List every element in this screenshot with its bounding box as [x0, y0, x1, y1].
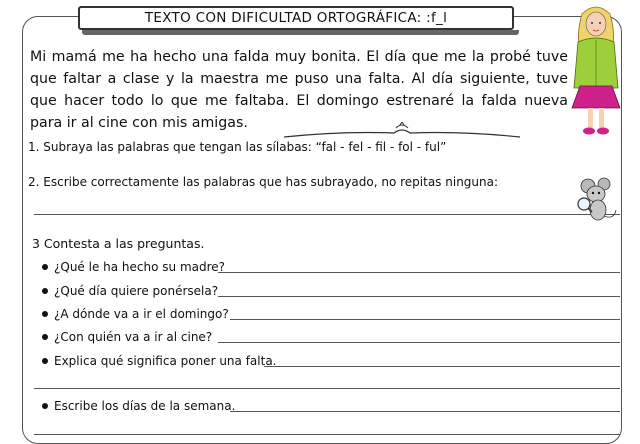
- bullet-icon: [42, 264, 48, 270]
- girl-icon: [566, 4, 626, 138]
- question-text: Explica qué significa poner una falta.: [54, 354, 277, 368]
- worksheet-title: TEXTO CON DIFICULTAD ORTOGRÁFICA: :f_l: [78, 6, 514, 30]
- answer-line[interactable]: [264, 366, 620, 367]
- mouse-magnifier-icon: [574, 176, 622, 224]
- reading-paragraph: Mi mamá me ha hecho una falda muy bonita. El día que me la probé tuve que faltar a clase y la maestra me puso una falta. Al día siguiente, tuve que hacer todo lo que me faltaba. El domingo estrenaré la falda nueva para ir al cine con mis amigas.: [30, 49, 568, 131]
- answer-line[interactable]: [230, 411, 620, 412]
- answer-line[interactable]: [34, 434, 620, 435]
- list-item: [42, 260, 225, 274]
- list-item: [42, 399, 235, 413]
- bullet-icon: [42, 358, 48, 364]
- answer-line[interactable]: [34, 388, 620, 389]
- question-text: Escribe los días de la semana.: [54, 399, 236, 413]
- question-3-heading: 3 Contesta a las preguntas.: [32, 236, 205, 251]
- bullet-icon: [42, 288, 48, 294]
- question-2: 2. Escribe correctamente las palabras que has subrayado, no repitas ninguna:: [28, 175, 499, 189]
- bullet-icon: [42, 334, 48, 340]
- question-text: ¿A dónde va a ir el domingo?: [54, 307, 229, 321]
- list-item: [42, 307, 229, 321]
- answer-line[interactable]: [218, 342, 620, 343]
- list-item: [42, 284, 218, 298]
- answer-line[interactable]: [230, 319, 620, 320]
- question-1: 1. Subraya las palabras que tengan las sílabas: “fal - fel - fil - fol - ful”: [28, 140, 447, 154]
- answer-line[interactable]: [218, 272, 620, 273]
- question-text: ¿Qué día quiere ponérsela?: [54, 284, 219, 298]
- answer-line[interactable]: [218, 296, 620, 297]
- ornamental-divider-icon: [282, 122, 522, 140]
- question-text: ¿Con quién va a ir al cine?: [54, 330, 213, 344]
- list-item: [42, 330, 212, 344]
- bullet-icon: [42, 311, 48, 317]
- bullet-icon: [42, 403, 48, 409]
- answer-line[interactable]: [34, 214, 620, 215]
- question-text: ¿Qué le ha hecho su madre?: [54, 260, 226, 274]
- list-item: [42, 354, 276, 368]
